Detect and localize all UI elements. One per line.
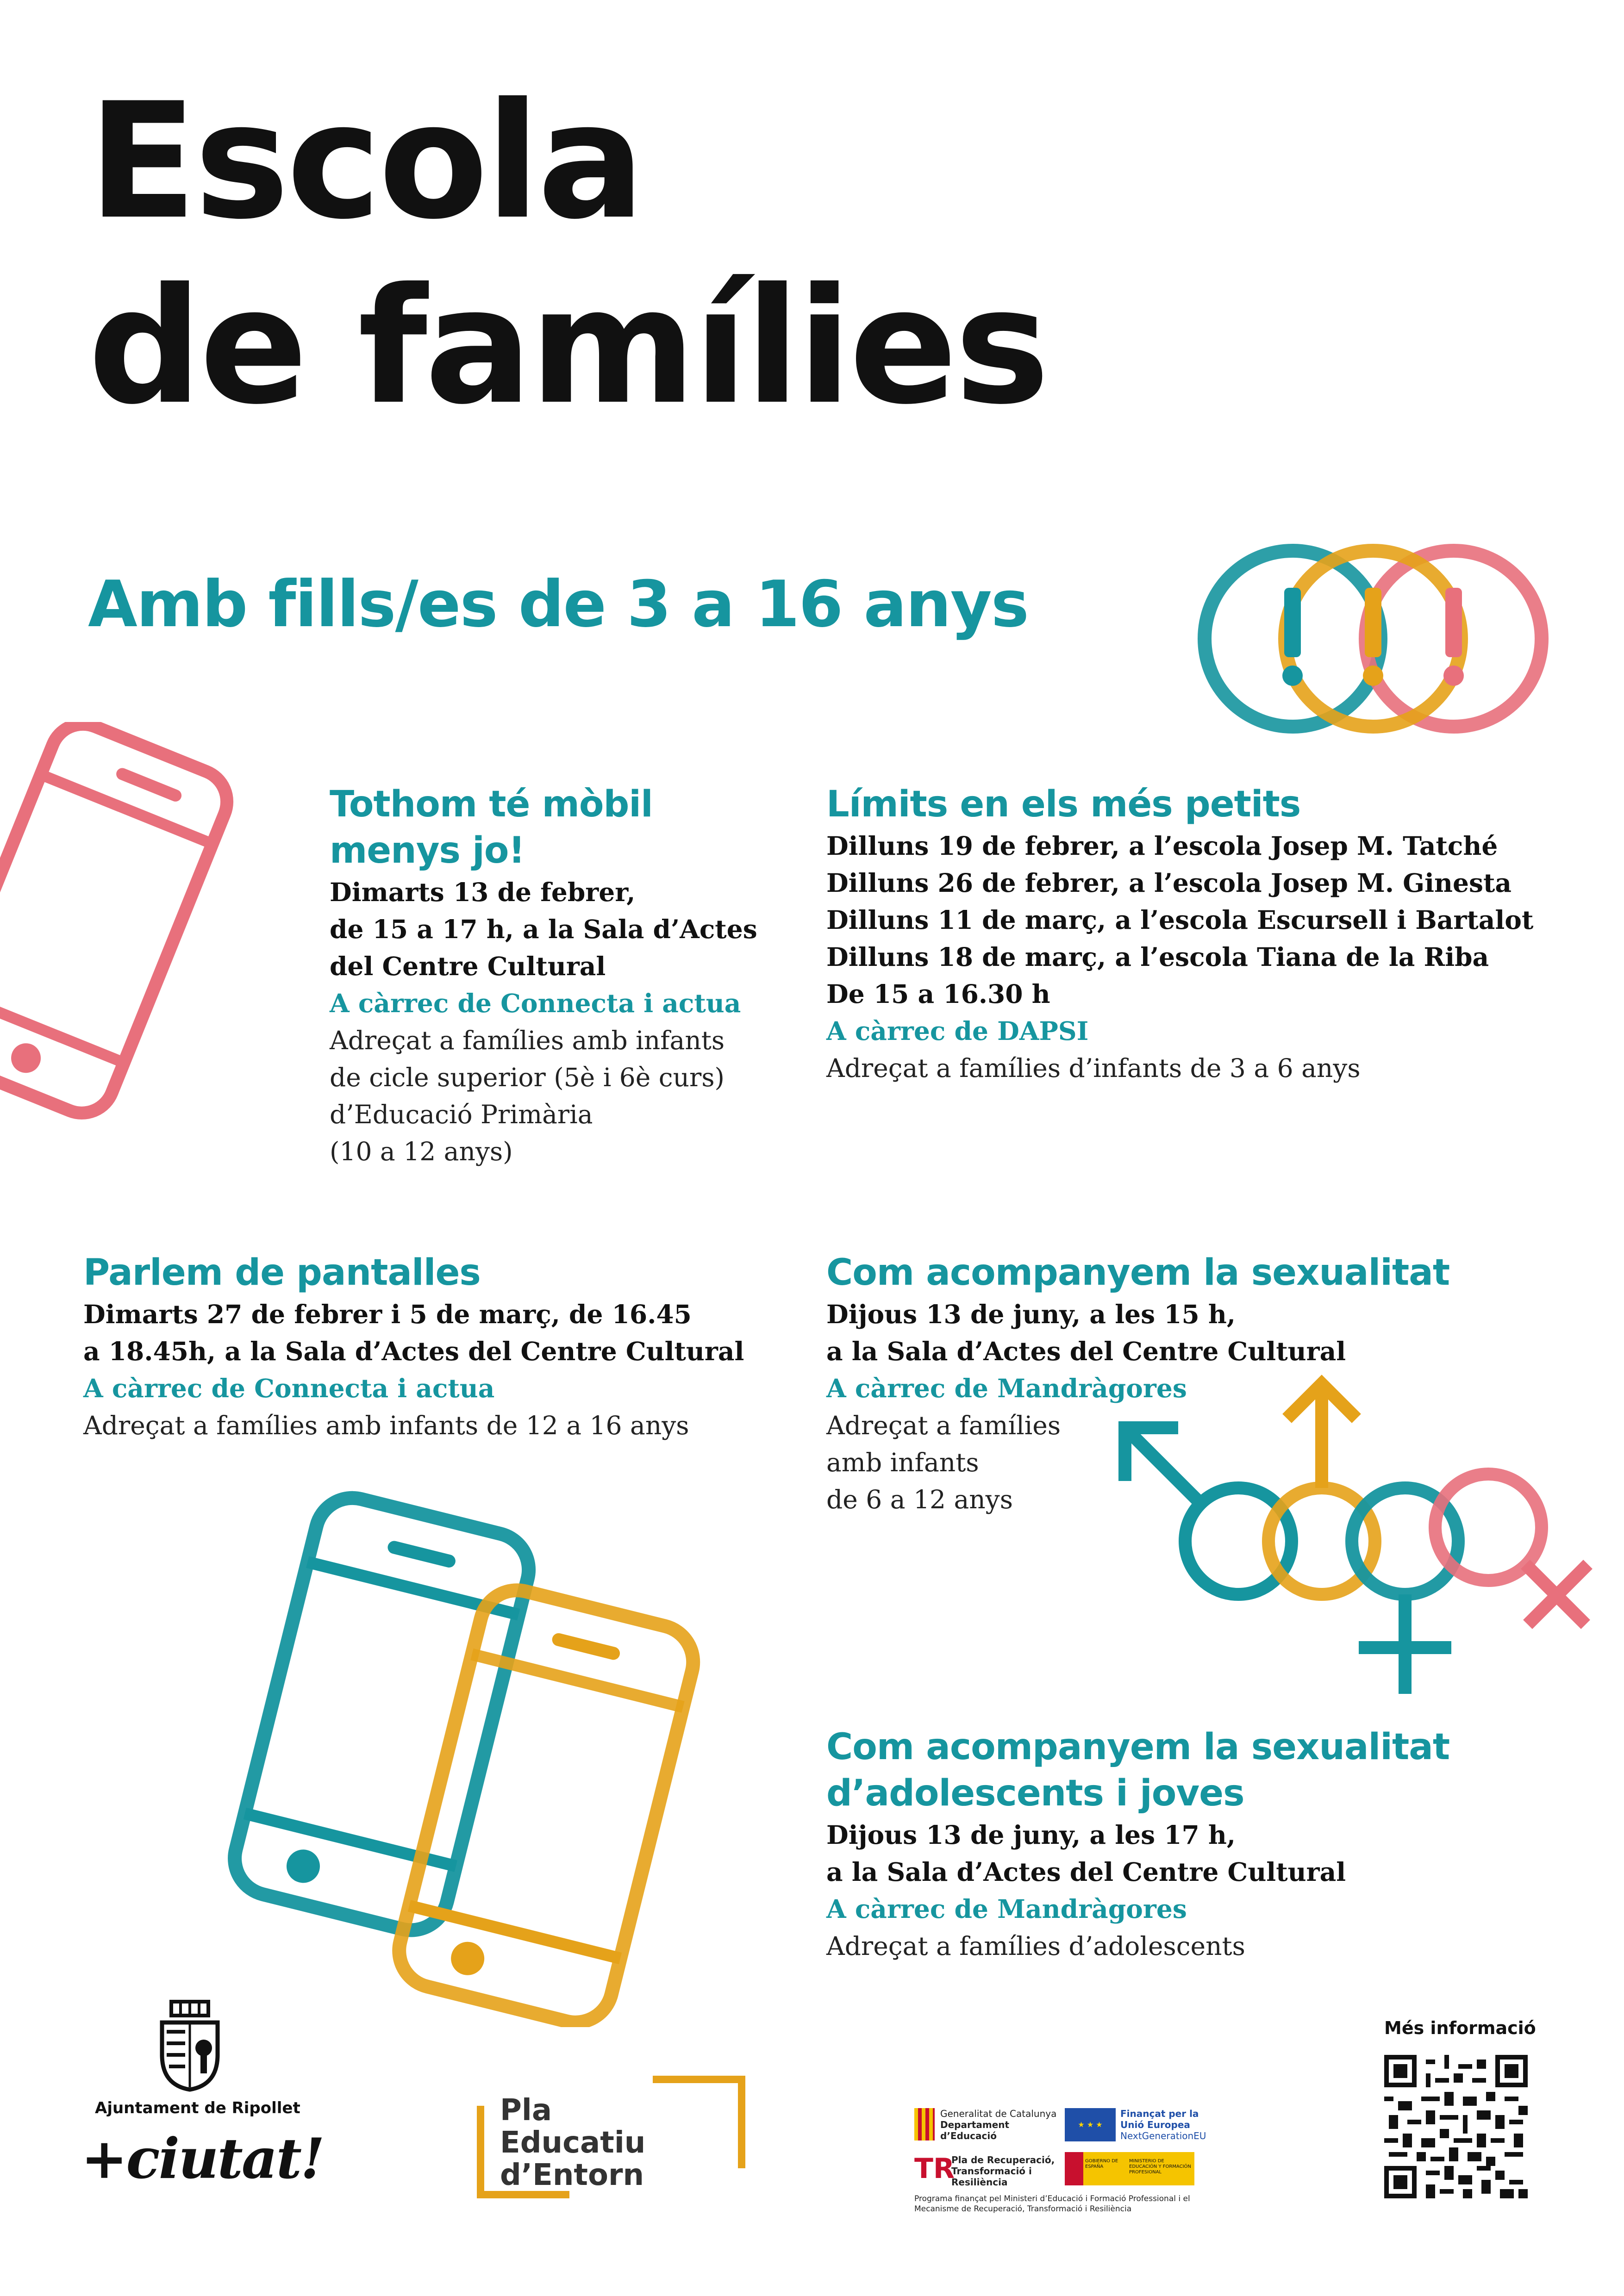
section-pantalles (83, 1250, 744, 1444)
prtr-label (951, 2154, 1055, 2188)
ministerio-label: MINISTERIO DE EDUCACIÓN Y FORMACIÓN PROFESIONAL (1129, 2159, 1191, 2175)
date-line: a 18.45h, a la Sala d’Actes del Centre Cultural (83, 1336, 744, 1366)
prtr-line: Resiliència (951, 2177, 1008, 2188)
date-line: De 15 a 16.30 h (826, 979, 1050, 1009)
logo-line-2: Educatiu (500, 2126, 646, 2160)
gencat-line: d’Educació (940, 2130, 997, 2141)
date-line: Dilluns 18 de març, a l’escola Tiana de la Riba (826, 942, 1489, 972)
gobierno-logo (1065, 2152, 1194, 2185)
ciutat-logo: +ciutat! (81, 2126, 324, 2191)
eu-line: Unió Europea (1120, 2119, 1190, 2130)
audience-line: de 6 a 12 anys (826, 1485, 1013, 1514)
section-mobil (330, 781, 757, 1170)
logo-bracket-right (653, 2076, 745, 2168)
audience-line: (10 a 12 anys) (330, 1137, 513, 1166)
audience-line: Adreçat a famílies (826, 1411, 1061, 1440)
organizer: A càrrec de Connecta i actua (83, 1373, 495, 1403)
gencat-label (940, 2108, 1056, 2141)
gobierno-label: GOBIERNO DE ESPAÑA (1085, 2159, 1118, 2169)
audience-line: Adreçat a famílies amb infants de 12 a 16 anys (83, 1411, 689, 1440)
section-adolescents (826, 1724, 1449, 1965)
audience-line: Adreçat a famílies d’infants de 3 a 6 anys (826, 1053, 1361, 1083)
section-heading (826, 1724, 1449, 1817)
section-heading: Parlem de pantalles (83, 1252, 481, 1294)
subtitle: Amb fills/es de 3 a 16 anys (88, 567, 1028, 641)
exclamation-circles-icon (1194, 537, 1624, 740)
prtr-line: Transformació i (951, 2165, 1032, 2177)
coat-of-arms-icon (155, 1999, 225, 2092)
audience-line: d’Educació Primària (330, 1100, 593, 1129)
date-line: Dijous 13 de juny, a les 17 h, (826, 1820, 1236, 1850)
page-title (88, 69, 1047, 440)
eu-line: Finançat per la (1120, 2108, 1199, 2119)
date-line: Dilluns 26 de febrer, a l’escola Josep M. Ginesta (826, 868, 1512, 898)
section-limits (826, 781, 1533, 1087)
gencat-line: Generalitat de Catalunya (940, 2108, 1057, 2119)
audience-line: Adreçat a famílies amb infants (330, 1026, 725, 1055)
mes-informacio-label: Més informació (1384, 2018, 1536, 2038)
eu-label (1120, 2108, 1206, 2141)
mobile-phone-icon (0, 722, 241, 1148)
title-line-2: de famílies (88, 254, 1047, 440)
pla-educatiu-logo (477, 2076, 745, 2198)
organizer: A càrrec de Mandràgores (826, 1894, 1187, 1924)
program-note-line: Programa finançat pel Ministeri d’Educació i Formació Professional i el (914, 2194, 1190, 2203)
heading-line: Com acompanyem la sexualitat (826, 1726, 1450, 1768)
heading-line: Tothom té mòbil (330, 784, 653, 825)
organizer: A càrrec de Connecta i actua (330, 988, 741, 1018)
gender-symbols-icon (1106, 1375, 1606, 1712)
organizer: A càrrec de Mandràgores (826, 1373, 1187, 1403)
eu-line: NextGenerationEU (1120, 2130, 1206, 2141)
date-line: Dilluns 19 de febrer, a l’escola Josep M. Tatché (826, 831, 1498, 861)
heading-line: d’adolescents i joves (826, 1773, 1244, 1814)
prtr-icon: TR (914, 2153, 955, 2185)
section-heading (330, 781, 757, 874)
logo-line-3: d’Entorn (500, 2158, 644, 2192)
logo-line-1: Pla (500, 2093, 552, 2128)
audience-line: de cicle superior (5è i 6è curs) (330, 1063, 725, 1092)
date-line: del Centre Cultural (330, 951, 606, 981)
audience-line: Adreçat a famílies d’adolescents (826, 1931, 1245, 1961)
gencat-flag-icon (914, 2108, 935, 2140)
ajuntament-label: Ajuntament de Ripollet (95, 2099, 300, 2117)
date-line: Dimarts 27 de febrer i 5 de març, de 16.45 (83, 1299, 692, 1329)
date-line: Dimarts 13 de febrer, (330, 877, 636, 907)
date-line: de 15 a 17 h, a la Sala d’Actes (330, 914, 757, 944)
date-line: Dijous 13 de juny, a les 15 h, (826, 1299, 1236, 1329)
section-heading: Límits en els més petits (826, 784, 1301, 825)
audience-line: amb infants (826, 1448, 979, 1477)
institutional-logos (914, 2108, 1206, 2228)
date-line: a la Sala d’Actes del Centre Cultural (826, 1857, 1346, 1887)
heading-line: menys jo! (330, 830, 525, 871)
title-line-1: Escola (88, 69, 643, 255)
date-line: a la Sala d’Actes del Centre Cultural (826, 1336, 1346, 1366)
section-heading: Com acompanyem la sexualitat (826, 1252, 1450, 1294)
prtr-line: Pla de Recuperació, (951, 2154, 1055, 2165)
organizer: A càrrec de DAPSI (826, 1016, 1089, 1046)
program-note (914, 2194, 1190, 2214)
program-note-line: Mecanisme de Recuperació, Transformació i Resiliència (914, 2204, 1132, 2214)
qr-code-icon[interactable] (1384, 2055, 1528, 2198)
two-phones-icon (218, 1472, 718, 2027)
date-line: Dilluns 11 de març, a l’escola Escursell i Bartalot (826, 905, 1534, 935)
gobierno-shield-icon (1065, 2152, 1083, 2185)
eu-flag-icon: ★ ★ ★ (1065, 2108, 1116, 2141)
gencat-line: Departament (940, 2119, 1010, 2130)
